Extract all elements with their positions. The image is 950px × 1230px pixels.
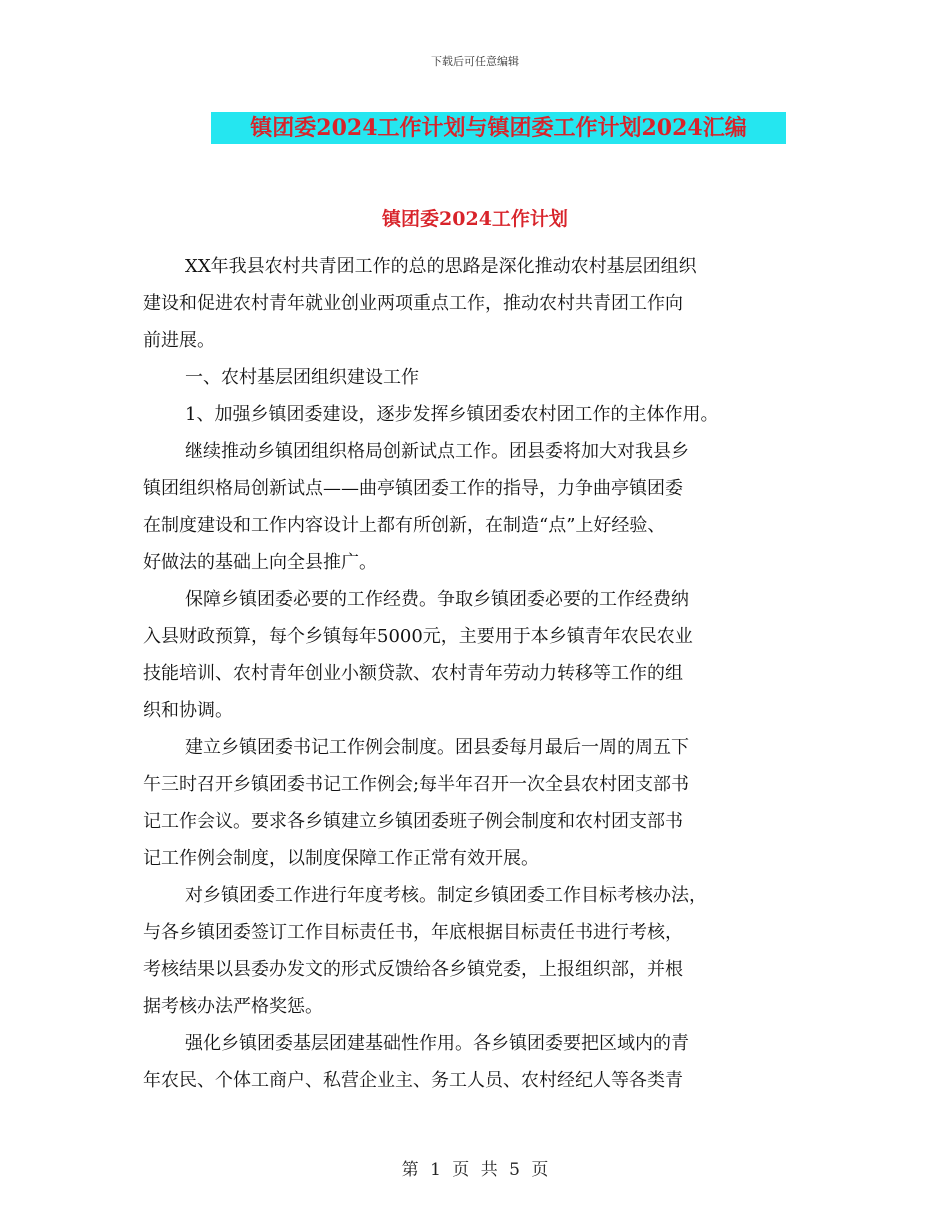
body-line: 年农民、个体工商户、私营企业主、务工人员、农村经纪人等各类青 [143, 1070, 683, 1091]
body-line: 建立乡镇团委书记工作例会制度。团县委每月最后一周的周五下 [185, 737, 689, 758]
body-line: 记工作例会制度，以制度保障工作正常有效开展。 [143, 848, 539, 869]
sub-title: 镇团委2024工作计划 [382, 208, 568, 230]
body-line: 技能培训、农村青年创业小额贷款、农村青年劳动力转移等工作的组 [143, 663, 683, 684]
body-line: 在制度建设和工作内容设计上都有所创新，在制造“点”上好经验、 [143, 515, 666, 536]
body-line: 强化乡镇团委基层团建基础性作用。各乡镇团委要把区域内的青 [185, 1033, 689, 1054]
body-line: 保障乡镇团委必要的工作经费。争取乡镇团委必要的工作经费纳 [185, 589, 689, 610]
body-line: 前进展。 [143, 330, 215, 351]
body-line: 入县财政预算，每个乡镇每年5000元，主要用于本乡镇青年农民农业 [143, 626, 693, 647]
page-footer: 第 1 页 共 5 页 [401, 1160, 549, 1180]
body-line: 对乡镇团委工作进行年度考核。制定乡镇团委工作目标考核办法， [185, 885, 707, 906]
main-title: 镇团委2024工作计划与镇团委工作计划2024汇编 [211, 112, 786, 144]
body-line: 好做法的基础上向全县推广。 [143, 552, 377, 573]
body-line: 继续推动乡镇团组织格局创新试点工作。团县委将加大对我县乡 [185, 441, 689, 462]
header-note: 下载后可任意编辑 [431, 55, 519, 68]
body-line: 织和协调。 [143, 700, 233, 721]
body-line: 1、加强乡镇团委建设，逐步发挥乡镇团委农村团工作的主体作用。 [185, 404, 719, 425]
body-line: 与各乡镇团委签订工作目标责任书，年底根据目标责任书进行考核， [143, 922, 683, 943]
body-line: XX年我县农村共青团工作的总的思路是深化推动农村基层团组织 [185, 256, 697, 277]
document-body [143, 248, 808, 1099]
body-line: 记工作会议。要求各乡镇建立乡镇团委班子例会制度和农村团支部书 [143, 811, 683, 832]
body-line: 一、农村基层团组织建设工作 [185, 367, 419, 388]
body-line: 午三时召开乡镇团委书记工作例会;每半年召开一次全县农村团支部书 [143, 774, 690, 795]
body-line: 建设和促进农村青年就业创业两项重点工作，推动农村共青团工作向 [143, 293, 683, 314]
body-line: 据考核办法严格奖惩。 [143, 996, 323, 1017]
body-line: 镇团组织格局创新试点——曲亭镇团委工作的指导，力争曲亭镇团委 [143, 478, 683, 499]
body-line: 考核结果以县委办发文的形式反馈给各乡镇党委，上报组织部，并根 [143, 959, 683, 980]
